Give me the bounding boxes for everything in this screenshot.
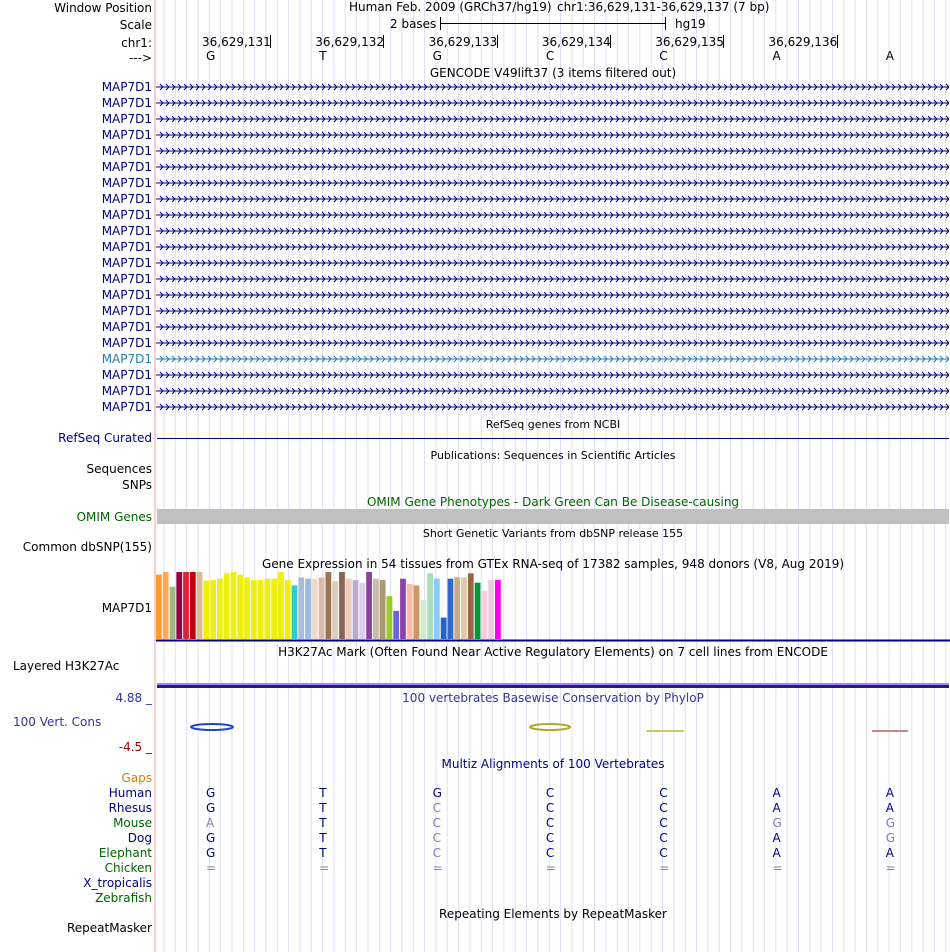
- coordinate-label: 36,629,135: [655, 35, 724, 49]
- gtex-tissue-bar[interactable]: [434, 579, 440, 639]
- assembly-title: Human Feb. 2009 (GRCh37/hg19): [349, 0, 552, 14]
- alignment-base: A: [772, 846, 781, 860]
- gencode-gene-label[interactable]: MAP7D1: [101, 320, 152, 334]
- alignment-base: C: [545, 801, 555, 815]
- dbsnp-label[interactable]: Common dbSNP(155): [22, 540, 152, 554]
- base-letter: T: [319, 49, 327, 63]
- scale-label: Scale: [119, 18, 152, 32]
- window-position-label: Window Position: [54, 1, 152, 15]
- gtex-tissue-bar[interactable]: [441, 618, 447, 639]
- gtex-tissue-bar[interactable]: [285, 580, 291, 639]
- alignment-base: G: [206, 786, 216, 800]
- coordinate-tick: [723, 35, 724, 48]
- gtex-tissue-bar[interactable]: [359, 583, 365, 639]
- gencode-gene-label[interactable]: MAP7D1: [101, 352, 152, 366]
- alignment-base: C: [545, 786, 555, 800]
- alignment-base: C: [432, 846, 441, 860]
- gtex-tissue-bar[interactable]: [170, 587, 176, 639]
- base-letter: C: [545, 49, 555, 63]
- gencode-transcript[interactable]: [156, 112, 949, 126]
- refseq-title[interactable]: RefSeq genes from NCBI: [485, 418, 621, 431]
- gtex-tissue-bar[interactable]: [210, 580, 216, 639]
- gencode-gene-label[interactable]: MAP7D1: [101, 400, 152, 414]
- gencode-gene-label[interactable]: MAP7D1: [101, 80, 152, 94]
- alignment-base: C: [545, 846, 555, 860]
- gencode-transcript[interactable]: [156, 256, 949, 270]
- scale-bases: 2 bases: [390, 17, 437, 31]
- gencode-gene-label[interactable]: MAP7D1: [101, 144, 152, 158]
- gencode-gene-label[interactable]: MAP7D1: [101, 208, 152, 222]
- alignment-base: G: [885, 816, 896, 830]
- alignment-base: =: [206, 861, 217, 875]
- refseq-gene-line[interactable]: [157, 438, 949, 439]
- phylop-max: 4.88 _: [115, 691, 152, 705]
- gencode-gene-label[interactable]: MAP7D1: [101, 224, 152, 238]
- gaps-label[interactable]: Gaps: [121, 771, 152, 785]
- gtex-tissue-bar[interactable]: [481, 591, 487, 639]
- gencode-gene-label[interactable]: MAP7D1: [101, 176, 152, 190]
- alignment-base: T: [319, 786, 327, 800]
- refseq-label[interactable]: RefSeq Curated: [58, 431, 152, 445]
- base-letter: G: [432, 49, 442, 63]
- alignment-base: G: [206, 846, 216, 860]
- alignment-base: C: [432, 816, 441, 830]
- gtex-tissue-bar[interactable]: [346, 579, 352, 639]
- gtex-tissue-bar[interactable]: [197, 572, 203, 639]
- phylop-label[interactable]: 100 Vert. Cons: [13, 715, 102, 729]
- alignment-base: =: [885, 861, 896, 875]
- gtex-tissue-bar[interactable]: [312, 579, 318, 639]
- gencode-transcript[interactable]: [156, 176, 949, 190]
- coordinate-label: 36,629,133: [428, 35, 498, 49]
- gencode-transcript[interactable]: [156, 224, 949, 238]
- gtex-tissue-bar[interactable]: [366, 572, 372, 639]
- gtex-tissue-bar[interactable]: [258, 580, 264, 639]
- gtex-tissue-bar[interactable]: [264, 579, 270, 639]
- alignment-base: =: [319, 861, 330, 875]
- gencode-transcript[interactable]: [156, 144, 949, 158]
- scale-bar-left-tick: [440, 17, 441, 30]
- gtex-tissue-bar[interactable]: [183, 572, 189, 639]
- coordinate-tick: [837, 35, 838, 48]
- gtex-tissue-bar[interactable]: [475, 583, 481, 639]
- gtex-label[interactable]: MAP7D1: [101, 601, 152, 615]
- omim-gene-bar[interactable]: [157, 509, 949, 524]
- coordinate-label: 36,629,136: [768, 35, 838, 49]
- gtex-tissue-bar[interactable]: [387, 596, 393, 639]
- coordinate-label: 36,629,132: [315, 35, 385, 49]
- alignment-base: G: [432, 786, 442, 800]
- pubs-label-sequences[interactable]: Sequences: [86, 462, 152, 476]
- species-label[interactable]: Rhesus: [108, 801, 152, 815]
- gencode-transcript[interactable]: [156, 160, 949, 174]
- gtex-expression-chart[interactable]: [156, 572, 950, 642]
- phylop-mark-2: [530, 724, 570, 730]
- gtex-tissue-bar[interactable]: [339, 572, 345, 639]
- gtex-tissue-bar[interactable]: [237, 575, 243, 639]
- gtex-tissue-bar[interactable]: [414, 585, 420, 639]
- gtex-tissue-bar[interactable]: [448, 579, 454, 639]
- gtex-tissue-bar[interactable]: [461, 577, 467, 639]
- scale-bar-right-tick: [665, 17, 666, 30]
- gencode-gene-label[interactable]: MAP7D1: [101, 336, 152, 350]
- alignment-base: C: [659, 831, 668, 845]
- gencode-gene-label[interactable]: MAP7D1: [101, 192, 152, 206]
- gencode-gene-label[interactable]: MAP7D1: [101, 368, 152, 382]
- gtex-title[interactable]: Gene Expression in 54 tissues from GTEx RNA-seq of 17382 samples, 948 donors (V8, Aug 2019): [261, 557, 845, 571]
- alignment-base: G: [885, 831, 896, 845]
- omim-label[interactable]: OMIM Genes: [76, 510, 152, 524]
- gtex-tissue-bar[interactable]: [427, 573, 433, 639]
- coordinate-tick: [610, 35, 611, 48]
- alignment-base: A: [885, 846, 895, 860]
- alignment-base: A: [772, 786, 781, 800]
- gencode-gene-label[interactable]: MAP7D1: [101, 384, 152, 398]
- alignment-base: C: [432, 801, 441, 815]
- species-label[interactable]: Chicken: [104, 861, 152, 875]
- gtex-tissue-bar[interactable]: [224, 573, 230, 639]
- alignment-base: C: [659, 816, 668, 830]
- alignment-base: T: [319, 816, 327, 830]
- gtex-tissue-bar[interactable]: [231, 572, 237, 639]
- gtex-tissue-bar[interactable]: [203, 581, 209, 639]
- gtex-tissue-bar[interactable]: [298, 577, 304, 639]
- alignment-base: A: [885, 801, 895, 815]
- coordinate-tick: [270, 35, 271, 48]
- gtex-tissue-bar[interactable]: [163, 572, 169, 639]
- gencode-gene-label[interactable]: MAP7D1: [101, 240, 152, 254]
- alignment-base: T: [319, 846, 327, 860]
- gtex-tissue-bar[interactable]: [488, 580, 494, 639]
- coordinate-tick: [497, 35, 498, 48]
- species-label[interactable]: Human: [108, 786, 152, 800]
- gtex-tissue-bar[interactable]: [251, 580, 257, 639]
- phylop-min: -4.5 _: [118, 740, 152, 754]
- alignment-base: T: [319, 801, 327, 815]
- alignment-base: C: [545, 816, 555, 830]
- gencode-gene-label[interactable]: MAP7D1: [101, 288, 152, 302]
- position-readout[interactable]: chr1:36,629,131-36,629,137 (7 bp): [557, 0, 770, 14]
- gtex-tissue-bar[interactable]: [332, 581, 338, 639]
- alignment-base: G: [772, 816, 782, 830]
- gtex-tissue-bar[interactable]: [176, 572, 182, 639]
- rmsk-title[interactable]: Repeating Elements by RepeatMasker: [439, 907, 667, 921]
- gencode-transcript[interactable]: [156, 272, 949, 286]
- alignment-base: A: [772, 801, 781, 815]
- alignment-base: =: [659, 861, 670, 875]
- gtex-tissue-bar[interactable]: [380, 580, 386, 639]
- gencode-transcript[interactable]: [156, 304, 949, 318]
- gencode-transcript[interactable]: [156, 400, 949, 414]
- alignment-base: A: [772, 831, 781, 845]
- gtex-tissue-bar[interactable]: [305, 579, 311, 639]
- h3k27ac-label[interactable]: Layered H3K27Ac: [13, 659, 120, 673]
- gtex-tissue-bar[interactable]: [454, 577, 460, 639]
- gencode-gene-label[interactable]: MAP7D1: [101, 304, 152, 318]
- alignment-base: G: [206, 831, 216, 845]
- gtex-tissue-bar[interactable]: [244, 577, 250, 639]
- gtex-tissue-bar[interactable]: [217, 579, 223, 639]
- base-letter: G: [206, 49, 216, 63]
- alignment-base: C: [659, 846, 668, 860]
- gtex-tissue-bar[interactable]: [271, 579, 277, 639]
- scale-bar: [440, 23, 666, 24]
- gencode-gene-label[interactable]: MAP7D1: [101, 96, 152, 110]
- species-label[interactable]: Dog: [127, 831, 152, 845]
- h3k27ac-layer-bottom: [157, 685, 949, 688]
- gencode-transcript[interactable]: [156, 80, 949, 94]
- dbsnp-title[interactable]: Short Genetic Variants from dbSNP release 155: [422, 527, 684, 540]
- chrom-label: chr1:: [121, 36, 152, 50]
- gtex-tissue-bar[interactable]: [319, 577, 325, 639]
- h3k27ac-title[interactable]: H3K27Ac Mark (Often Found Near Active Regulatory Elements) on 7 cell lines from ENCODE: [278, 645, 828, 659]
- species-label[interactable]: X_tropicalis: [83, 876, 152, 890]
- base-letter: C: [659, 49, 668, 63]
- phylop-title[interactable]: 100 vertebrates Basewise Conservation by PhyloP: [402, 691, 704, 705]
- gtex-tissue-bar[interactable]: [373, 579, 379, 639]
- alignment-base: C: [659, 786, 668, 800]
- gencode-transcript[interactable]: [156, 352, 949, 366]
- gencode-gene-label[interactable]: MAP7D1: [101, 256, 152, 270]
- gencode-gene-label[interactable]: MAP7D1: [101, 272, 152, 286]
- species-label[interactable]: Elephant: [98, 846, 152, 860]
- gencode-transcript[interactable]: [156, 368, 949, 382]
- gencode-transcript[interactable]: [156, 192, 949, 206]
- alignment-base: =: [545, 861, 556, 875]
- gencode-title[interactable]: GENCODE V49lift37 (3 items filtered out): [429, 66, 677, 80]
- species-label[interactable]: Zebrafish: [95, 891, 152, 905]
- alignment-base: C: [432, 831, 441, 845]
- alignment-base: A: [885, 786, 895, 800]
- gtex-tissue-bar[interactable]: [393, 611, 399, 639]
- gencode-transcript[interactable]: [156, 128, 949, 142]
- base-letter: A: [772, 49, 781, 63]
- phylop-mark-1: [191, 724, 233, 730]
- alignment-base: =: [432, 861, 443, 875]
- gtex-tissue-bar[interactable]: [400, 579, 406, 639]
- gencode-gene-label[interactable]: MAP7D1: [101, 160, 152, 174]
- gtex-tissue-bar[interactable]: [278, 572, 284, 639]
- gencode-gene-label[interactable]: MAP7D1: [101, 112, 152, 126]
- pubs-label-snps[interactable]: SNPs: [122, 478, 152, 492]
- gtex-tissue-bar[interactable]: [420, 600, 426, 639]
- gtex-tissue-bar[interactable]: [407, 584, 413, 639]
- omim-title[interactable]: OMIM Gene Phenotypes - Dark Green Can Be Disease-causing: [366, 495, 740, 509]
- phylop-plot[interactable]: [156, 720, 950, 736]
- alignment-base: T: [319, 831, 327, 845]
- gtex-tissue-bar[interactable]: [156, 575, 162, 639]
- alignment-base: C: [659, 801, 668, 815]
- alignment-base: C: [545, 831, 555, 845]
- multiz-title[interactable]: Multiz Alignments of 100 Vertebrates: [441, 757, 665, 771]
- gencode-transcript[interactable]: [156, 336, 949, 350]
- pubs-title[interactable]: Publications: Sequences in Scientific Articles: [430, 449, 676, 462]
- coordinate-label: 36,629,131: [202, 35, 271, 49]
- coordinate-label: 36,629,134: [541, 35, 611, 49]
- gencode-transcript[interactable]: [156, 288, 949, 302]
- gtex-tissue-bar[interactable]: [468, 573, 474, 639]
- alignment-base: A: [206, 816, 215, 830]
- alignment-base: G: [206, 801, 216, 815]
- gtex-tissue-bar[interactable]: [353, 580, 359, 639]
- gencode-transcript[interactable]: [156, 384, 949, 398]
- scale-db: hg19: [675, 17, 706, 31]
- species-label[interactable]: Mouse: [113, 816, 152, 830]
- gtex-tissue-bar[interactable]: [326, 572, 332, 639]
- gencode-transcript[interactable]: [156, 208, 949, 222]
- rmsk-label[interactable]: RepeatMasker: [66, 921, 152, 935]
- base-letter: A: [885, 49, 895, 63]
- alignment-base: =: [772, 861, 783, 875]
- gencode-transcript[interactable]: [156, 240, 949, 254]
- gtex-tissue-bar[interactable]: [495, 580, 501, 639]
- gencode-transcript[interactable]: [156, 96, 949, 110]
- coordinate-tick: [383, 35, 384, 48]
- gencode-transcript[interactable]: [156, 320, 949, 334]
- gtex-tissue-bar[interactable]: [190, 572, 196, 639]
- gencode-gene-label[interactable]: MAP7D1: [101, 128, 152, 142]
- gtex-tissue-bar[interactable]: [292, 585, 298, 639]
- strand-label: --->: [128, 51, 152, 65]
